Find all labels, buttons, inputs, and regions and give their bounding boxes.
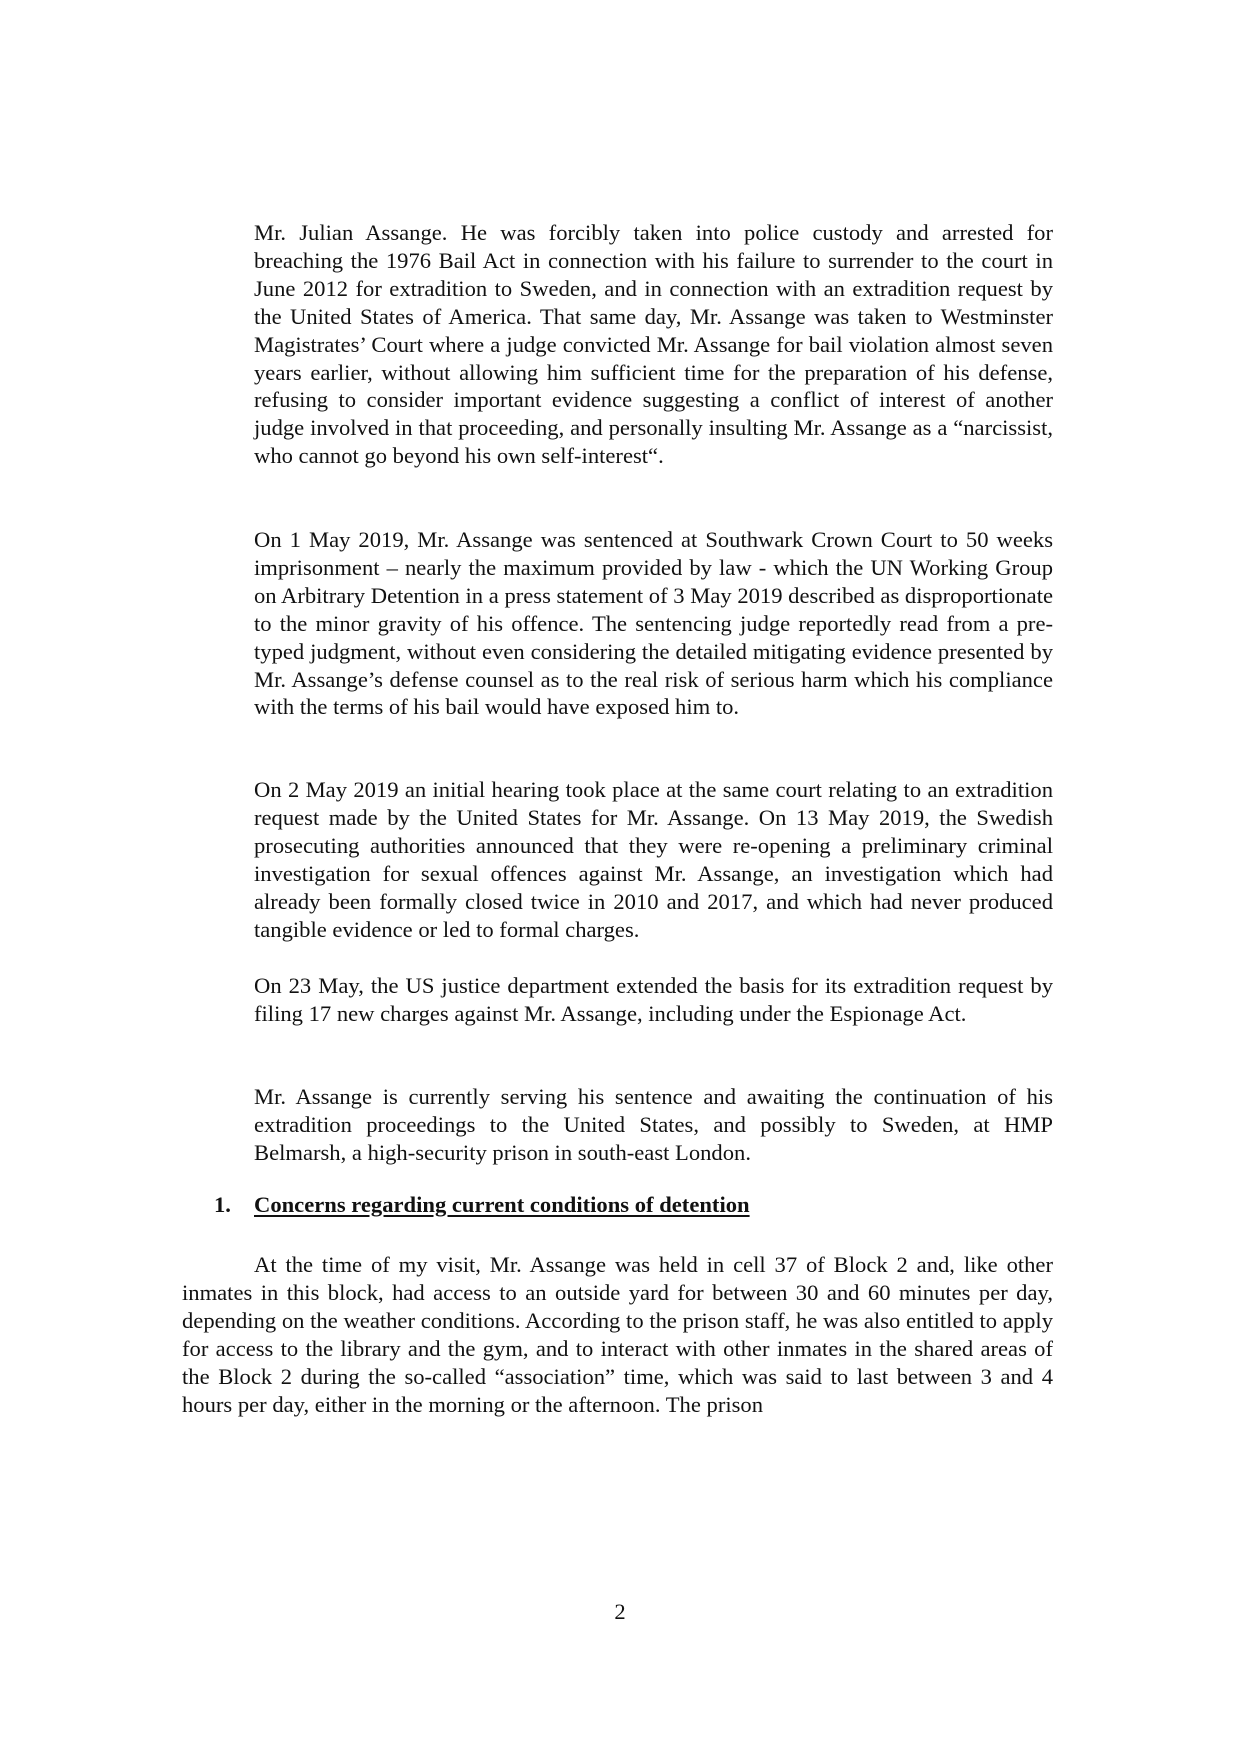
paragraph-extradition-hearing: On 2 May 2019 an initial hearing took place at the same court relating to an extradition request made by the United States for Mr. Assange. On 13 May 2019, the Swedish prosecuting authorities announced that they were re-opening a preliminary criminal investigation for sexual offences against Mr. Assange, an investigation which had already been formally closed twice in 2010 and 2017, and which had never produced tangible evidence or led to formal charges. <box>254 777 1053 942</box>
paragraph-sentencing: On 1 May 2019, Mr. Assange was sentenced at Southwark Crown Court to 50 weeks imprisonment – nearly the maximum provided by law - which the UN Working Group on Arbitrary Detention in a press statement of 3 May 2019 described as disproportionate to the minor gravity of his offence. The sentencing judge reportedly read from a pre-typed judgment, without even considering the detailed mitigating evidence presented by Mr. Assange’s defense counsel as to the real risk of serious harm which his compliance with the terms of his bail would have exposed him to. <box>254 527 1053 720</box>
section-number: 1. <box>214 1192 231 1217</box>
paragraph-current-status: Mr. Assange is currently serving his sentence and awaiting the continuation of his extradition proceedings to the United States, and possibly to Sweden, at HMP Belmarsh, a high-security prison in south-east London. <box>254 1084 1053 1165</box>
paragraph-arrest: Mr. Julian Assange. He was forcibly taken into police custody and arrested for breaching the 1976 Bail Act in connection with his failure to surrender to the court in June 2012 for extradition to Sweden, and in connection with an extradition request by the United States of America. That same day, Mr. Assange was taken to Westminster Magistrates’ Court where a judge convicted Mr. Assange for bail violation almost seven years earlier, without allowing him sufficient time for the preparation of his defense, refusing to consider important evidence suggesting a conflict of interest of another judge involved in that proceeding, and personally insulting Mr. Assange as a “narcissist, who cannot go beyond his own self-interest“. <box>254 220 1053 469</box>
page-number: 2 <box>614 1599 626 1624</box>
paragraph-new-charges: On 23 May, the US justice department extended the basis for its extradition request by filing 17 new charges against Mr. Assange, including under the Espionage Act. <box>254 973 1053 1026</box>
section-title: Concerns regarding current conditions of detention <box>254 1192 750 1217</box>
section-heading <box>214 1191 750 1219</box>
paragraph-detention-conditions: At the time of my visit, Mr. Assange was held in cell 37 of Block 2 and, like other inmates in this block, had access to an outside yard for between 30 and 60 minutes per day, depending on the weather conditions. According to the prison staff, he was also entitled to apply for access to the library and the gym, and to interact with other inmates in the shared areas of the Block 2 during the so-called “association” time, which was said to last between 3 and 4 hours per day, either in the morning or the afternoon. The prison <box>182 1252 1053 1417</box>
